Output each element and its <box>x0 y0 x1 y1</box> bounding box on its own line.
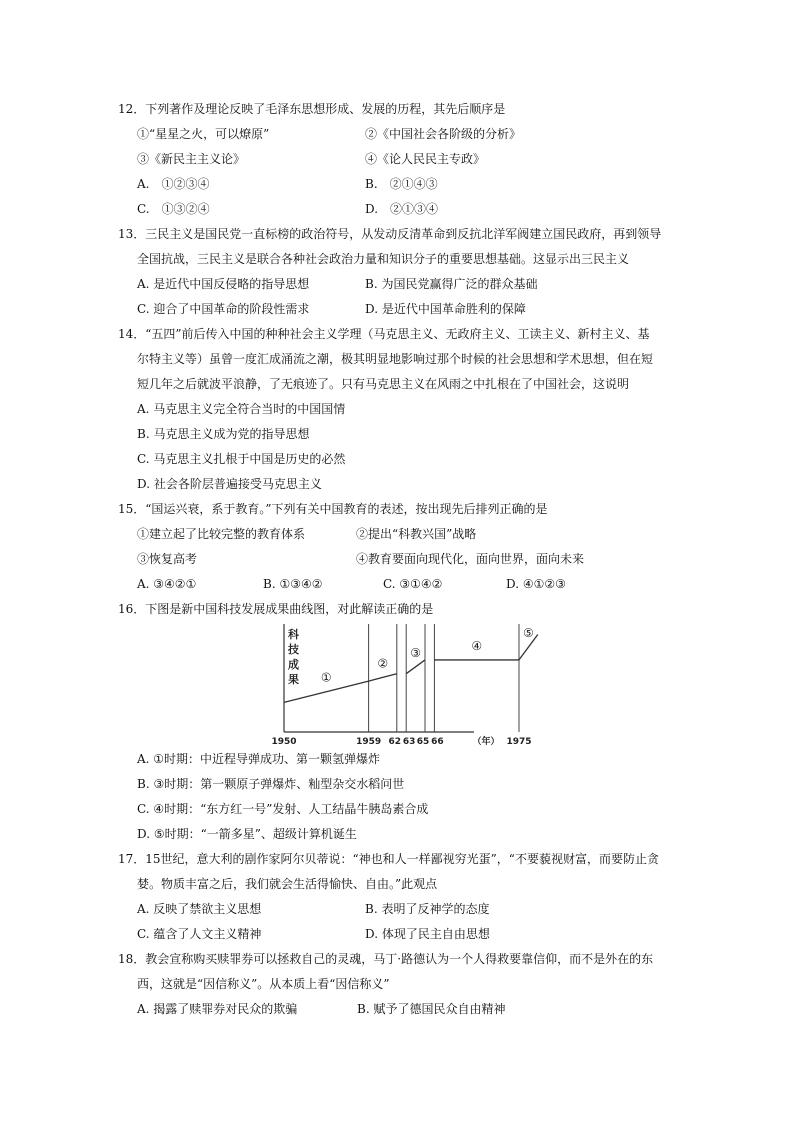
q15-option-d: D. ④①②③ <box>506 577 566 591</box>
chart-x-tick-label: 1950 <box>271 737 297 747</box>
q15-stem: 15．“国运兴衰，系于教育。”下列有关中国教育的表述，按出现先后排列正确的是 <box>118 502 548 516</box>
chart-ylabel-char: 成 <box>288 658 299 671</box>
chart-x-tick-label: 1975 <box>506 737 532 747</box>
q14-option-b: B. 马克思主义成为党的指导思想 <box>137 427 310 441</box>
chart-ylabel-char: 科 <box>288 628 299 641</box>
q17-option-b: B. 表明了反神学的态度 <box>365 902 490 916</box>
q17-option-c: C. 蕴含了人文主义精神 <box>137 927 262 941</box>
chart-period-label: ③ <box>410 645 421 660</box>
q15-option-c: C. ③①④② <box>383 577 443 591</box>
chart-ylabel-char: 技 <box>288 643 299 656</box>
q16-option-c: C. ④时期：“东方红一号”发射、人工结晶牛胰岛素合成 <box>137 802 429 816</box>
science-achievement-chart <box>271 620 534 747</box>
chart-segment-2 <box>369 674 397 681</box>
chart-x-tick-label: 62 <box>388 737 402 747</box>
chart-period-label: ⑤ <box>523 626 534 641</box>
q13-option-d: D. 是近代中国革命胜利的保障 <box>365 302 526 316</box>
chart-period-label: ④ <box>471 638 483 653</box>
chart-x-tick-label: 1959 <box>356 737 382 747</box>
q15-item-2: ②提出“科教兴国”战略 <box>356 527 477 541</box>
q15-item-1: ①建立起了比较完整的教育体系 <box>137 527 306 541</box>
chart-x-tick-label: 63 <box>402 737 416 747</box>
q17-stem-line-1: 17．15世纪，意大利的剧作家阿尔贝蒂说：“神也和人一样鄙视穷光蛋”，“不要藐视财富，而要防止贪 <box>118 852 659 866</box>
q12-item-4: ④《论人民民主专政》 <box>365 152 486 166</box>
q15-option-b: B. ①③④② <box>263 577 323 591</box>
q14-stem-line-2: 尔特主义等）虽曾一度汇成涌流之潮，极其明显地影响过那个时候的社会思想和学术思想，但在短 <box>137 352 654 366</box>
q12-stem: 12．下列著作及理论反映了毛泽东思想形成、发展的历程，其先后顺序是 <box>118 102 506 116</box>
q12-option-a: A. ①②③④ <box>137 177 210 191</box>
q13-option-b: B. 为国民党赢得广泛的群众基础 <box>365 277 538 291</box>
q18-option-a: A. 揭露了赎罪券对民众的欺骗 <box>137 1002 298 1016</box>
q16-option-d: D. ⑤时期：“一箭多星”、超级计算机诞生 <box>137 827 357 841</box>
q17-option-d: D. 体现了民主自由思想 <box>365 927 490 941</box>
q17-option-a: A. 反映了禁欲主义思想 <box>137 902 262 916</box>
q16-option-b: B. ③时期：第一颗原子弹爆炸、籼型杂交水稻问世 <box>137 777 405 791</box>
q16-stem: 16．下图是新中国科技发展成果曲线图，对此解读正确的是 <box>118 602 434 616</box>
q12-option-b: B. ②①④③ <box>365 177 438 191</box>
q15-item-4: ④教育要面向现代化，面向世界，面向未来 <box>356 552 585 566</box>
q14-stem-line-1: 14．“五四”前后传入中国的种种社会主义学理（马克思主义、无政府主义、工读主义、新村主义、基 <box>118 327 650 341</box>
q13-option-c: C. 迎合了中国革命的阶段性需求 <box>137 302 310 316</box>
q14-option-c: C. 马克思主义扎根于中国是历史的必然 <box>137 452 346 466</box>
q12-option-c: C. ①③②④ <box>137 202 210 216</box>
q15-item-3: ③恢复高考 <box>137 552 198 566</box>
chart-segment-3 <box>406 660 425 674</box>
q13-stem-line-2: 全国抗战，三民主义是联合各种社会政治力量和知识分子的重要思想基础。这显示出三民主义 <box>137 252 630 266</box>
chart-x-tick-label: 66 <box>431 737 444 747</box>
q18-option-b: B. 赋予了德国民众自由精神 <box>357 1002 506 1016</box>
q14-option-d: D. 社会各阶层普遍接受马克思主义 <box>137 477 322 491</box>
chart-x-tick-label: （年） <box>472 737 500 747</box>
q15-option-a: A. ③④②① <box>137 577 197 591</box>
q17-stem-line-2: 婪。物质丰富之后，我们就会生活得愉快、自由。”此观点 <box>137 877 438 891</box>
q14-option-a: A. 马克思主义完全符合当时的中国国情 <box>137 402 346 416</box>
q12-item-2: ②《中国社会各阶级的分析》 <box>365 127 522 141</box>
q13-option-a: A. 是近代中国反侵略的指导思想 <box>137 277 310 291</box>
q18-stem-line-2: 西，这就是“因信称义”。从本质上看“因信称义” <box>137 977 390 991</box>
q16-option-a: A. ①时期：中近程导弹成功、第一颗氢弹爆炸 <box>137 752 381 766</box>
q14-stem-line-3: 短几年之后就波平浪静，了无痕迹了。只有马克思主义在风雨之中扎根在了中国社会，这说明 <box>137 377 630 391</box>
q12-option-d: D. ②①③④ <box>365 202 439 216</box>
q18-stem-line-1: 18．教会宣称购买赎罪券可以拯救自己的灵魂，马丁·路德认为一个人得救要靠信仰，而不是外在的东 <box>118 952 654 966</box>
q12-item-3: ③《新民主主义论》 <box>137 152 246 166</box>
chart-period-label: ① <box>320 670 332 685</box>
chart-x-tick-label: 65 <box>416 737 430 747</box>
chart-ylabel-char: 果 <box>288 673 299 686</box>
q12-item-1: ①“星星之火，可以燎原” <box>137 127 270 141</box>
chart-period-label: ② <box>377 656 389 671</box>
q13-stem-line-1: 13．三民主义是国民党一直标榜的政治符号，从发动反清革命到反抗北洋军阀建立国民政府，再到领导 <box>118 227 662 241</box>
